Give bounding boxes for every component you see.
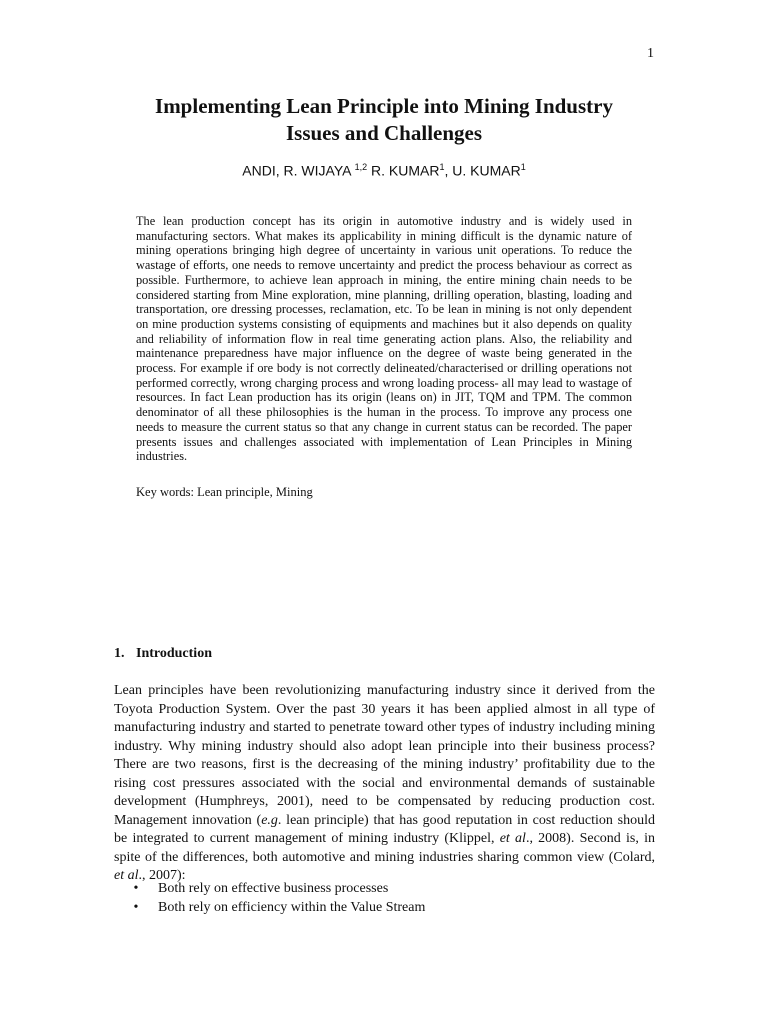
- section-number: 1.: [114, 646, 125, 661]
- paper-title: [100, 93, 668, 147]
- author-list: [100, 162, 668, 179]
- intro-text-4: ., 2007):: [138, 868, 186, 884]
- intro-text-2: . lean principle) that has good reputation in cost reduction should be integrated to current management of mining industry (Klippel,: [114, 812, 655, 847]
- abstract: The lean production concept has its origin in automotive industry and is widely used in manufacturing sectors. What makes its applicability in mining difficult is the dynamic nature of mining operations bringing high degree of uncertainty in various unit operations. To reduce the wastage of efforts, one needs to remove uncertainty and predict the process behaviour as correct as possible. Furthermore, to achieve lean approach in mining, the entire mining chain needs to be considered starting from Mine exploration, mine planning, drilling operation, blasting, loading and transportation, ore dressing processes, reclamation, etc. To be lean in mining is not only dependent on mine production systems consisting of equipments and machines but it also depends on quality and reliability of information flow in real time generating action plans. Also, the reliability and maintenance preparedness have major influence on the degree of waste being generated in the process. For example if ore body is not correctly delineated/characterised or drilling operations not performed correctly, wrong charging process and wrong loading process- all may lead to wastage of resources. In fact Lean production has its origin (leans on) in JIT, TQM and TPM. The common denominator of all these philosophies is the human in the process. To improve any process one needs to measure the current status so that any change in current status can be recorded. The paper presents issues and challenges associated with implementation of Lean Principles in Mining industries.: [136, 214, 632, 464]
- author-3: U. KUMAR: [452, 162, 521, 179]
- list-item: [114, 879, 655, 898]
- bullet-icon: •: [133, 881, 139, 896]
- title-line-1: Implementing Lean Principle into Mining Industry: [155, 94, 613, 118]
- keywords: Key words: Lean principle, Mining: [136, 485, 313, 499]
- section-title: Introduction: [136, 646, 212, 661]
- section-heading: [114, 646, 212, 662]
- list-item: [114, 898, 655, 917]
- intro-et-al-1: et al: [499, 831, 526, 847]
- intro-text-3: ., 2008). Second is, in spite of the differences, both automotive and mining industries sharing common view (Colard,: [114, 831, 655, 865]
- bullet-list: [114, 879, 655, 917]
- author-2: R. KUMAR: [367, 162, 440, 179]
- list-item-text: Both rely on effective business processes: [158, 881, 389, 896]
- intro-paragraph: [114, 682, 655, 886]
- page-number: 1: [647, 46, 654, 61]
- author-1-affiliation: 1,2: [354, 162, 368, 172]
- list-item-text: Both rely on efficiency within the Value Stream: [158, 900, 426, 915]
- title-line-2: Issues and Challenges: [285, 121, 483, 145]
- author-3-affiliation: 1: [520, 162, 526, 172]
- bullet-icon: •: [133, 900, 139, 915]
- intro-eg: e.g: [261, 812, 278, 828]
- author-1: ANDI, R. WIJAYA: [242, 162, 355, 179]
- intro-et-al-2: et al: [114, 868, 139, 884]
- author-2-affiliation: 1: [439, 162, 445, 172]
- author-separator: ,: [444, 162, 453, 179]
- intro-text-1: Lean principles have been revolutionizing manufacturing industry since it derived from the Toyota Production System. Over the past 30 years it has been applied almost in all type of manufacturing industry and started to penetrate toward other types of industry including mining industry. Why mining industry should also adopt lean principle into their business process? There are two reasons, first is the decreasing of the mining industry’ profitability due to the rising cost pressures associated with the social and environmental demands of sustainable development (Humphreys, 2001), need to be compensated by reducing production cost. Management innovation (: [114, 683, 655, 828]
